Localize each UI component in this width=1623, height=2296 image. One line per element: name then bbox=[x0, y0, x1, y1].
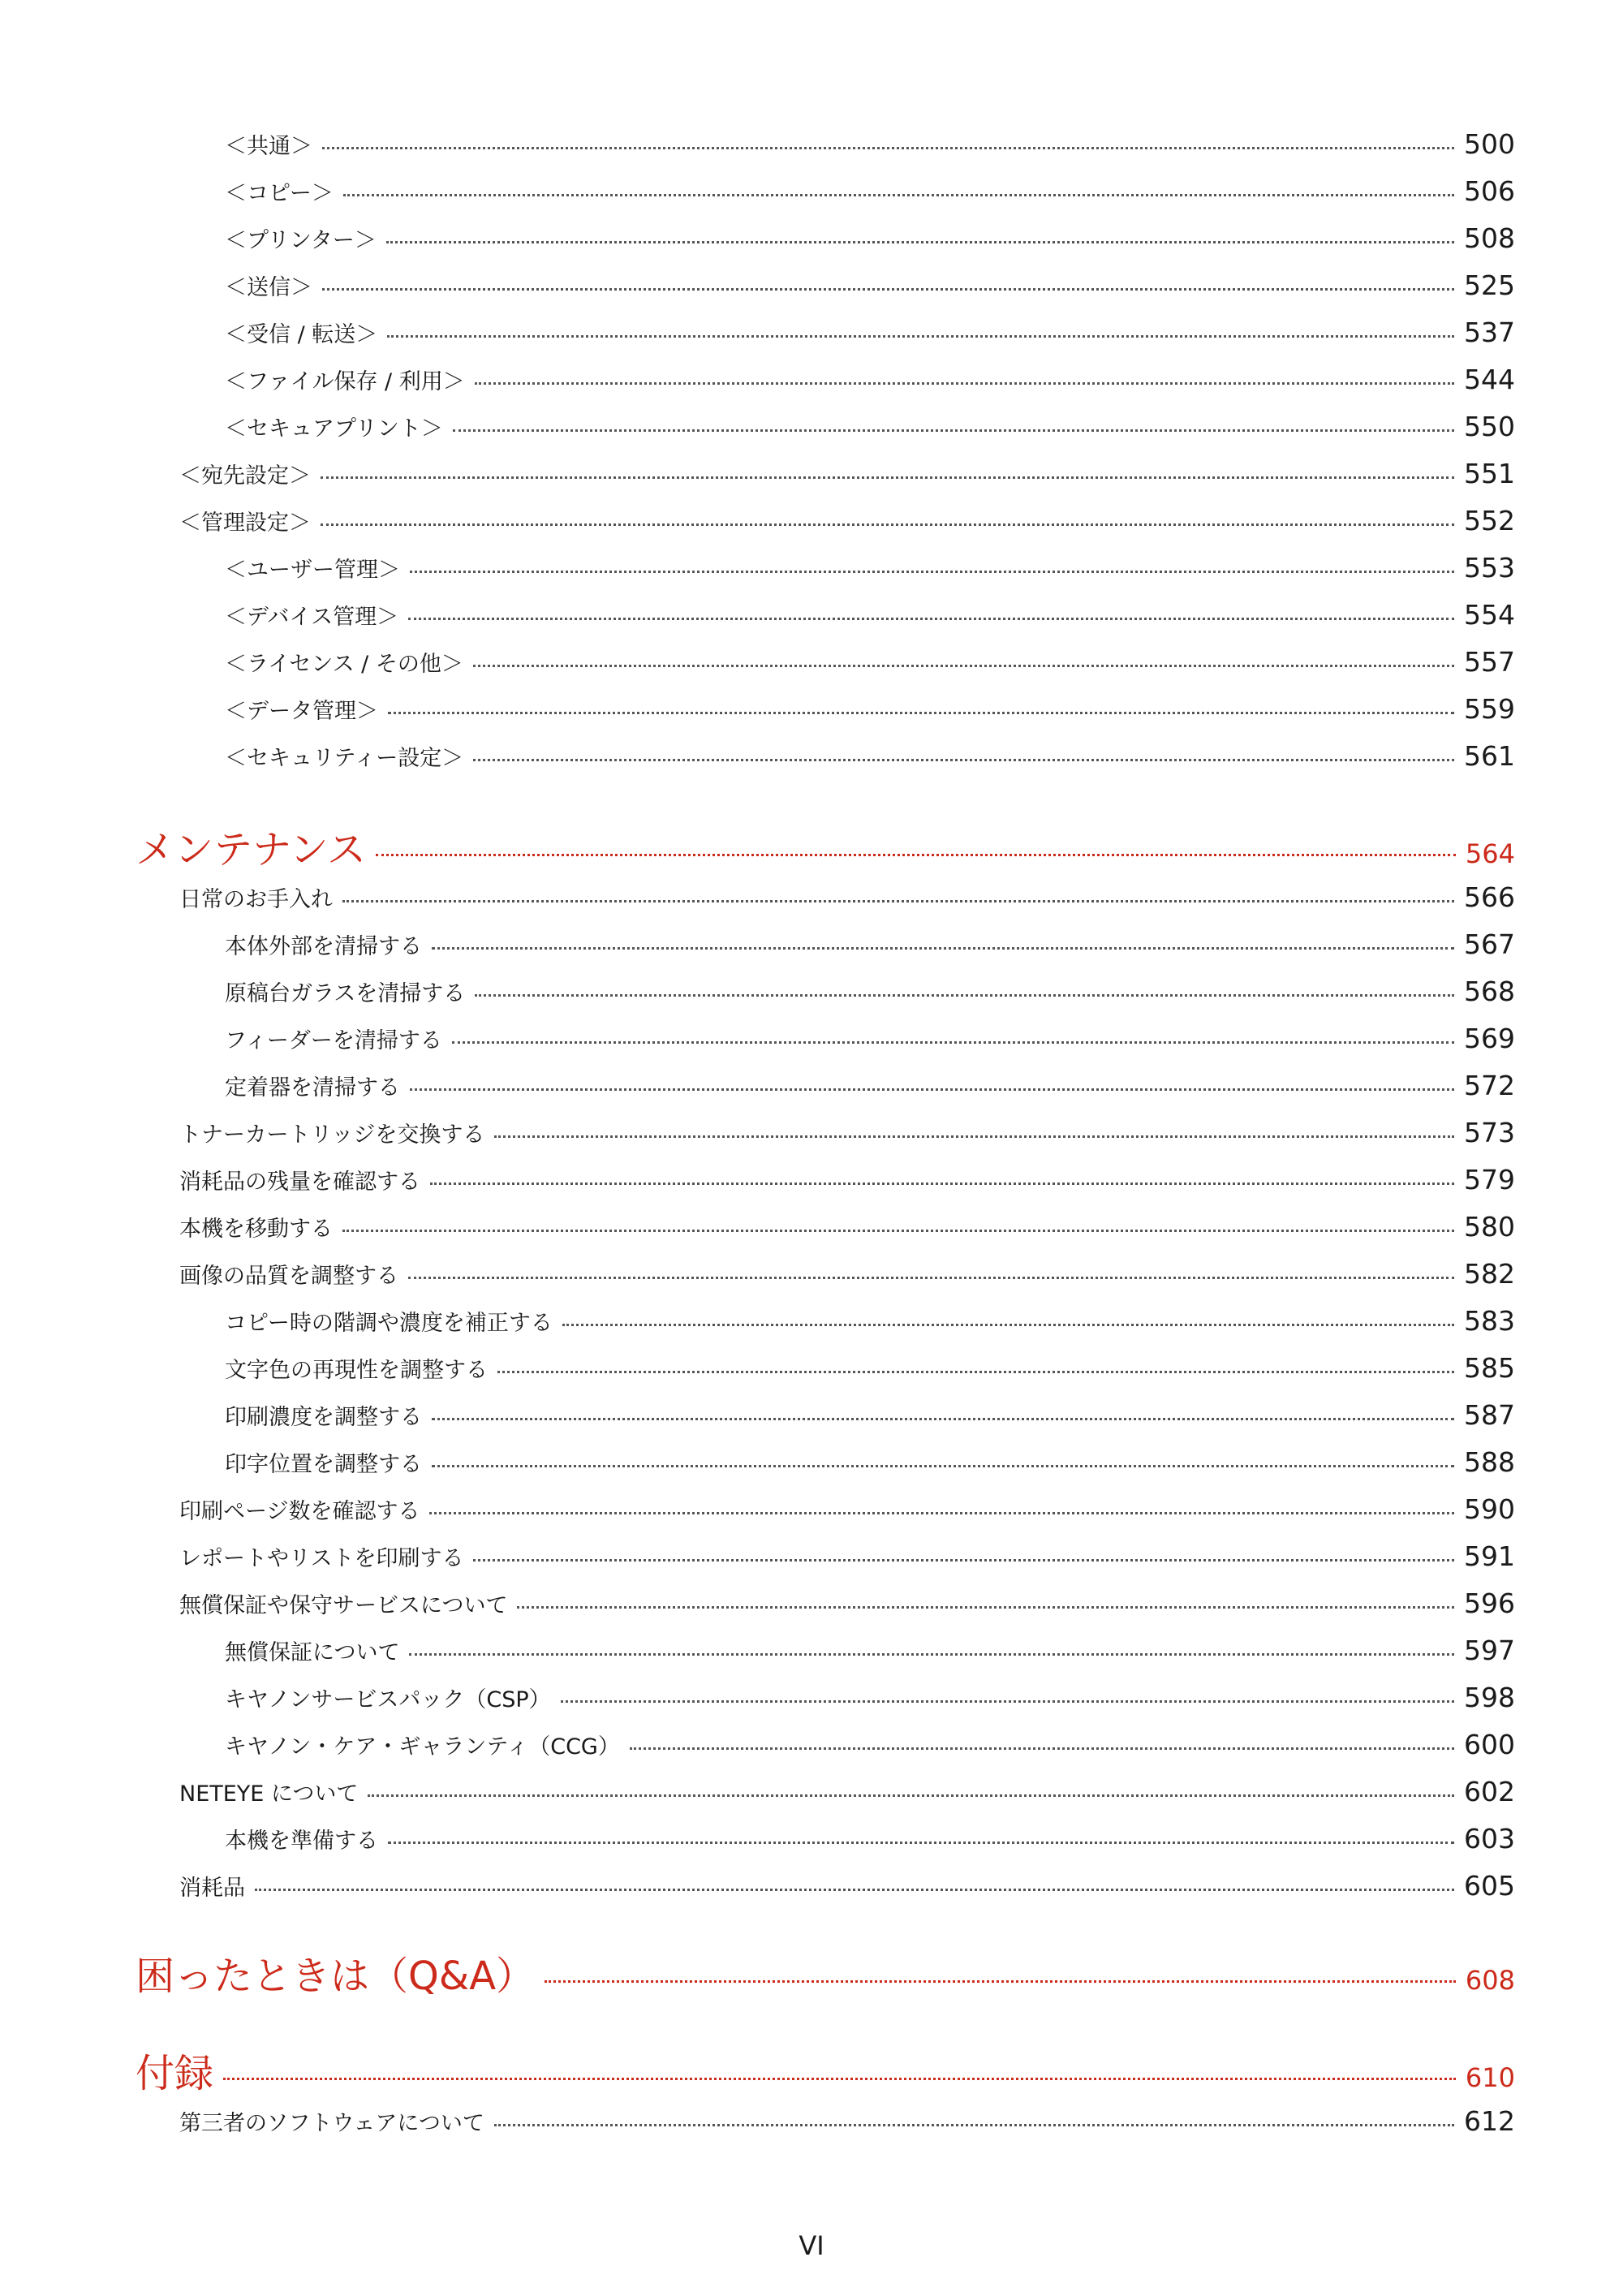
toc-entry[interactable] bbox=[225, 740, 1515, 772]
toc-entry[interactable] bbox=[225, 128, 1515, 160]
toc-entry-page: 553 bbox=[1464, 552, 1515, 584]
toc-entry-title: 文字色の再現性を調整する bbox=[225, 1358, 488, 1383]
toc-entry[interactable] bbox=[179, 2105, 1515, 2137]
toc-entry-title: ＜デバイス管理＞ bbox=[225, 605, 399, 630]
dot-leader bbox=[432, 947, 1454, 950]
dot-leader bbox=[343, 194, 1454, 196]
toc-entry-page: 587 bbox=[1464, 1399, 1515, 1431]
toc-entry-title: ＜ファイル保存 / 利用＞ bbox=[225, 369, 465, 394]
dot-leader bbox=[223, 2078, 1456, 2080]
toc-entry-page: 605 bbox=[1464, 1870, 1515, 1902]
toc-entry-page: 568 bbox=[1464, 976, 1515, 1007]
toc-entry-page: 566 bbox=[1464, 881, 1515, 913]
toc-entry-title: コピー時の階調や濃度を補正する bbox=[225, 1311, 553, 1336]
dot-leader bbox=[452, 1041, 1454, 1044]
toc-entry[interactable] bbox=[225, 1446, 1515, 1478]
toc-chapter-heading[interactable] bbox=[136, 2042, 1515, 2098]
toc-entry[interactable] bbox=[225, 317, 1515, 348]
toc-entry[interactable] bbox=[225, 1729, 1515, 1760]
toc-entry-title: 原稿台ガラスを清掃する bbox=[225, 981, 466, 1006]
toc-entry-title: ＜セキュリティー設定＞ bbox=[225, 746, 464, 771]
toc-entry-page: 552 bbox=[1464, 505, 1515, 536]
dot-leader bbox=[321, 476, 1454, 479]
toc-entry-page: 557 bbox=[1464, 646, 1515, 678]
toc-entry[interactable] bbox=[225, 599, 1515, 631]
toc-entry-title: ＜セキュアプリント＞ bbox=[225, 416, 443, 442]
dot-leader bbox=[517, 1606, 1454, 1609]
toc-entry-title: 印刷濃度を調整する bbox=[225, 1405, 422, 1430]
toc-entry-page: 500 bbox=[1464, 128, 1515, 160]
toc-entry[interactable] bbox=[179, 1164, 1515, 1195]
dot-leader bbox=[429, 1512, 1454, 1514]
toc-entry-page: 544 bbox=[1464, 364, 1515, 395]
toc-entry-title: 印字位置を調整する bbox=[225, 1452, 422, 1477]
toc-chapter-page: 610 bbox=[1465, 2062, 1515, 2093]
toc-entry-title: ＜プリンター＞ bbox=[225, 228, 377, 253]
dot-leader bbox=[409, 1653, 1454, 1656]
dot-leader bbox=[386, 241, 1454, 243]
toc-entry-title: 消耗品 bbox=[179, 1876, 245, 1901]
dot-leader bbox=[342, 900, 1454, 902]
dot-leader bbox=[322, 288, 1454, 291]
toc-entry[interactable] bbox=[225, 222, 1515, 254]
toc-entry[interactable] bbox=[225, 364, 1515, 395]
toc-entry-title: ＜ライセンス / その他＞ bbox=[225, 652, 463, 677]
toc-entry-title: レポートやリストを印刷する bbox=[179, 1546, 464, 1571]
toc-entry-title: 無償保証や保守サービスについて bbox=[179, 1593, 508, 1618]
toc-entry[interactable] bbox=[179, 1540, 1515, 1572]
toc-entry-title: 本機を移動する bbox=[179, 1217, 333, 1242]
toc-entry-page: 582 bbox=[1464, 1258, 1515, 1290]
toc-entry[interactable] bbox=[225, 1635, 1515, 1666]
toc-chapter-heading[interactable] bbox=[136, 818, 1515, 874]
toc-entry-title: ＜ユーザー管理＞ bbox=[225, 558, 400, 583]
toc-entry[interactable] bbox=[225, 646, 1515, 678]
toc-entry-page: 600 bbox=[1464, 1729, 1515, 1760]
toc-entry-page: 554 bbox=[1464, 599, 1515, 631]
toc-entry[interactable] bbox=[179, 1493, 1515, 1525]
dot-leader bbox=[432, 1465, 1454, 1467]
toc-entry-title: 本機を準備する bbox=[225, 1829, 378, 1854]
toc-entry-page: 561 bbox=[1464, 740, 1515, 772]
toc-entry-page: 596 bbox=[1464, 1587, 1515, 1619]
dot-leader bbox=[473, 665, 1454, 667]
dot-leader bbox=[475, 382, 1454, 385]
dot-leader bbox=[561, 1700, 1454, 1703]
toc-entry-page: 580 bbox=[1464, 1211, 1515, 1243]
toc-entry[interactable] bbox=[225, 175, 1515, 207]
toc-entry-title: ＜送信＞ bbox=[225, 275, 312, 300]
toc-entry-title: 本体外部を清掃する bbox=[225, 934, 422, 959]
dot-leader bbox=[322, 147, 1454, 149]
toc-entry-title: 第三者のソフトウェアについて bbox=[179, 2111, 484, 2136]
toc-entry-title: トナーカートリッジを交換する bbox=[179, 1122, 485, 1148]
page-number: VI bbox=[799, 2230, 824, 2261]
toc-entry[interactable] bbox=[225, 1023, 1515, 1054]
toc-entry[interactable] bbox=[225, 928, 1515, 960]
dot-leader bbox=[473, 759, 1454, 761]
toc-entry-page: 590 bbox=[1464, 1493, 1515, 1525]
dot-leader bbox=[453, 429, 1454, 432]
toc-entry-page: 579 bbox=[1464, 1164, 1515, 1195]
toc-entry[interactable] bbox=[179, 1211, 1515, 1243]
dot-leader bbox=[497, 1371, 1454, 1373]
toc-entry-page: 588 bbox=[1464, 1446, 1515, 1478]
dot-leader bbox=[473, 1559, 1454, 1562]
toc-entry[interactable] bbox=[179, 881, 1515, 913]
toc-entry-page: 573 bbox=[1464, 1117, 1515, 1148]
toc-entry-title: ＜共通＞ bbox=[225, 134, 312, 159]
dot-leader bbox=[475, 994, 1454, 997]
toc-entry[interactable] bbox=[179, 1587, 1515, 1619]
toc-chapter-title: 付録 bbox=[136, 2051, 214, 2096]
toc-entry[interactable] bbox=[225, 269, 1515, 301]
toc-entry[interactable] bbox=[225, 411, 1515, 442]
toc-entry[interactable] bbox=[179, 458, 1515, 489]
toc-entry-page: 551 bbox=[1464, 458, 1515, 489]
toc-entry-page: 508 bbox=[1464, 222, 1515, 254]
toc-entry-page: 585 bbox=[1464, 1352, 1515, 1384]
toc-entry[interactable] bbox=[225, 1352, 1515, 1384]
toc-entry-title: フィーダーを清掃する bbox=[225, 1028, 442, 1053]
toc-entry[interactable] bbox=[225, 693, 1515, 725]
toc-entry-title: 日常のお手入れ bbox=[179, 887, 333, 912]
dot-leader bbox=[368, 1794, 1454, 1797]
toc-entry-page: 603 bbox=[1464, 1823, 1515, 1854]
toc-entry-title: ＜管理設定＞ bbox=[179, 510, 311, 536]
toc-entry-title: 画像の品質を調整する bbox=[179, 1264, 398, 1289]
toc-entry[interactable] bbox=[225, 1682, 1515, 1713]
toc-entry[interactable] bbox=[225, 1305, 1515, 1337]
dot-leader bbox=[545, 1980, 1456, 1983]
dot-leader bbox=[388, 712, 1454, 714]
toc-chapter-title: 困ったときは（Q&A） bbox=[136, 1954, 536, 1999]
dot-leader bbox=[387, 335, 1454, 338]
dot-leader bbox=[388, 1842, 1454, 1844]
toc-entry[interactable] bbox=[179, 505, 1515, 536]
dot-leader bbox=[494, 1135, 1454, 1138]
toc-entry-title: 無償保証について bbox=[225, 1640, 400, 1665]
toc-entry-page: 506 bbox=[1464, 175, 1515, 207]
toc-entry[interactable] bbox=[179, 1776, 1515, 1807]
toc-entry[interactable] bbox=[225, 1823, 1515, 1854]
toc-entry-title: キヤノンサービスパック（CSP） bbox=[225, 1687, 551, 1712]
toc-entry-page: 537 bbox=[1464, 317, 1515, 348]
dot-leader bbox=[630, 1747, 1454, 1750]
toc-entry-page: 569 bbox=[1464, 1023, 1515, 1054]
dot-leader bbox=[410, 571, 1454, 573]
dot-leader bbox=[376, 854, 1456, 856]
toc-entry-title: ＜宛先設定＞ bbox=[179, 463, 311, 489]
toc-entry[interactable] bbox=[179, 1117, 1515, 1148]
toc-entry-title: ＜受信 / 転送＞ bbox=[225, 322, 378, 347]
toc-entry-title: NETEYE について bbox=[179, 1781, 359, 1807]
toc-entry-page: 525 bbox=[1464, 269, 1515, 301]
toc-entry-title: 定着器を清掃する bbox=[225, 1075, 400, 1101]
dot-leader bbox=[408, 1277, 1454, 1279]
toc-entry-page: 598 bbox=[1464, 1682, 1515, 1713]
toc-entry-page: 572 bbox=[1464, 1070, 1515, 1101]
toc-entry-title: ＜コピー＞ bbox=[225, 181, 334, 206]
dot-leader bbox=[430, 1182, 1454, 1185]
toc-chapter-page: 564 bbox=[1465, 838, 1515, 869]
toc-entry-title: 印刷ページ数を確認する bbox=[179, 1499, 420, 1524]
toc-entry-title: 消耗品の残量を確認する bbox=[179, 1170, 420, 1195]
toc-entry[interactable] bbox=[225, 552, 1515, 584]
toc-entry-page: 602 bbox=[1464, 1776, 1515, 1807]
dot-leader bbox=[562, 1324, 1454, 1326]
toc-entry[interactable] bbox=[225, 1399, 1515, 1431]
dot-leader bbox=[255, 1889, 1454, 1891]
toc-entry-page: 583 bbox=[1464, 1305, 1515, 1337]
toc-entry[interactable] bbox=[179, 1870, 1515, 1902]
toc-chapter-heading[interactable] bbox=[136, 1945, 1515, 2001]
toc-entry[interactable] bbox=[225, 976, 1515, 1007]
dot-leader bbox=[410, 1088, 1454, 1091]
dot-leader bbox=[408, 618, 1454, 620]
dot-leader bbox=[494, 2124, 1454, 2126]
dot-leader bbox=[342, 1230, 1454, 1232]
toc-entry-title: キヤノン・ケア・ギャランティ（CCG） bbox=[225, 1734, 620, 1760]
toc-entry-page: 597 bbox=[1464, 1635, 1515, 1666]
toc-entry-page: 550 bbox=[1464, 411, 1515, 442]
toc-entry[interactable] bbox=[225, 1070, 1515, 1101]
toc-chapter-page: 608 bbox=[1465, 1965, 1515, 1996]
toc-entry-page: 612 bbox=[1464, 2105, 1515, 2137]
toc-entry-page: 591 bbox=[1464, 1540, 1515, 1572]
dot-leader bbox=[321, 523, 1454, 526]
toc-entry[interactable] bbox=[179, 1258, 1515, 1290]
toc-entry-page: 567 bbox=[1464, 928, 1515, 960]
toc-entry-title: ＜データ管理＞ bbox=[225, 699, 378, 724]
toc-chapter-title: メンテナンス bbox=[136, 827, 367, 872]
toc-entry-page: 559 bbox=[1464, 693, 1515, 725]
dot-leader bbox=[432, 1418, 1454, 1420]
